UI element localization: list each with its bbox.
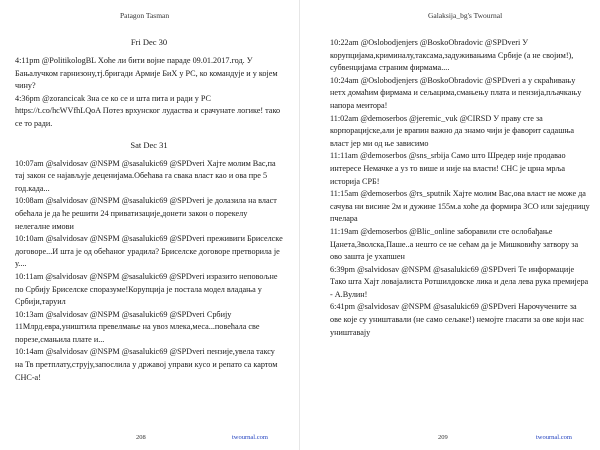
tweet-entry: 10:24am @Oslobodjenjers @BoskoObradovic @SPDveri а у скраћивању нетх домаћим фирмама и сељацима,смањењу плата и пензија,пљачкању напора меитора! [330, 75, 582, 110]
left-page-content [15, 37, 283, 384]
tweet-entry: 10:13am @salvidosav @NSPM @sasalukic69 @SPDveri Србију 11Млрд.евра,уништила превелмање на увоз млека,меса...повећала све порезе,смањила плате и... [15, 309, 260, 344]
tweet-entry: 11:15am @demoserbos @rs_sputnik Хајте молим Вас,ова власт не може да сачува ни висине 2м и дужине 155м.а хоће да формира ЗСО или заједницу пчелара [330, 189, 590, 224]
tweet-entry: 10:14am @salvidosav @NSPM @sasalukic69 @SPDveri пензије,увела таксу на Тв претплату,струју,запослила у државој управи кусо и репато са картом СНС-а! [15, 347, 278, 382]
running-head-left: Patagon Tasman [120, 11, 170, 20]
site-link-left[interactable]: twournal.com [232, 434, 268, 441]
tweet-entry: 4:36pm @zorancicak Зна се ко се и шта пита и ради у РС https://t.co/hcWVfhLQoA Потез врхунског лудаства и срачунате логике! тако се то ради. [15, 93, 281, 128]
tweet-entry: 6:39pm @salvidosav @NSPM @sasalukic69 @SPDveri Те информације Тако шта Хајт ловајалиста Ротшилдовске лика и дела лева рука премијера - А.Вулин! [330, 264, 589, 299]
tweet-entry: 10:22am @Oslobodjenjers @BoskoObradovic @SPDveri У корупцијама,криминалу,таксама,задуживањима Србије (а не својим!), субвенцијама страним фирмама.... [330, 38, 574, 73]
tweet-entry: 11:02am @demoserbos @jeremic_vuk @CIRSD У праву сте за корпорацијске,али је врапин важно да знамо чији је фаворит садашња власт јер ми од ње зависимо [330, 113, 575, 148]
page-number-left: 208 [136, 434, 146, 441]
running-head-right: Galaksija_bg's Twournal [428, 11, 503, 20]
tweet-entry: 10:07am @salvidosav @NSPM @sasalukic69 @SPDveri Хајте молим Вас,па тај закон се најављује деценијама.Обећава га свака власт као и ова пре 5 год.када... [15, 158, 276, 193]
tweet-entry: 10:10am @salvidosav @NSPM @sasalukic69 @SPDveri преживиги Бриселске договоре...И шта је од обећаног урадила? Бриселске договоре претворила је у.... [15, 234, 283, 269]
tweet-entry: 6:41pm @salvidosav @NSPM @sasalukic69 @SPDveri Нарочучените за ове које су уништавали (не само сељаке!) немојте гласати за ове који нас уништавају [330, 302, 584, 337]
site-link-right[interactable]: twournal.com [536, 434, 572, 441]
tweet-entry: 10:08am @salvidosav @NSPM @sasalukic69 @SPDveri је долазила на власт обећала је да ће решити 24 приватизације,донети закон о порекелу нелегалне имови [15, 196, 277, 231]
date-heading: Sat Dec 31 [130, 139, 168, 150]
tweet-entry: 11:11am @demoserbos @sns_srbija Само што Шредер није продавао интересе Немачке а уз то више и није на власти! СНС је црна мрља историја СРБ! [330, 151, 566, 186]
date-heading: Fri Dec 30 [130, 37, 168, 47]
tweet-entry: 10:11am @salvidosav @NSPM @sasalukic69 @SPDveri изразито неповољне по Србију Бриселске споразуме!Корупција је постала модел владања у Србији,таруил [15, 271, 278, 307]
right-page [300, 0, 600, 450]
tweet-entry: 11:19am @demoserbos @Blic_online заборавили сте ослобађање Цанета,Зволска,Паше..а нешто се не сећам да је Мишковићу затвору за ово зашта је ухапшен [330, 226, 579, 262]
page-number-right: 209 [438, 434, 448, 441]
right-page-content [330, 37, 590, 339]
tweet-entry: 4:11pm @PolitikologBL Xohe ли бити војне параде 09.01.2017.год. У Бањалучком гарнизону,тј.бригади Армије БиХ у РС, ко командује и у којем чину? [15, 56, 278, 91]
